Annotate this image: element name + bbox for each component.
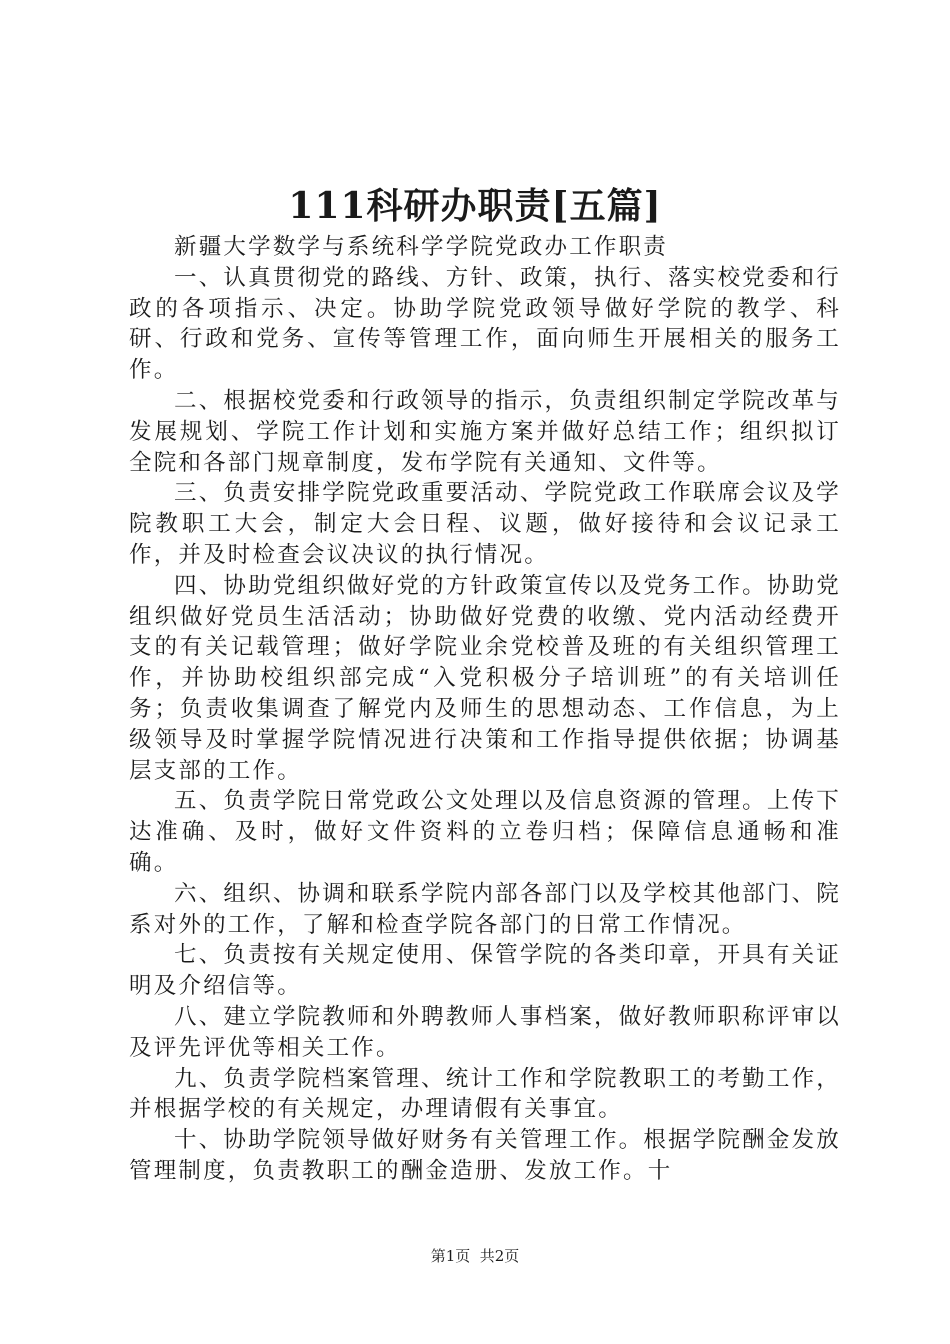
paragraph-item-7: 七、负责按有关规定使用、保管学院的各类印章，开具有关证明及介绍信等。 <box>129 942 841 1000</box>
paragraph-item-9: 九、负责学院档案管理、统计工作和学院教职工的考勤工作，并根据学校的有关规定，办理请假有关事宜。 <box>129 1065 841 1123</box>
paragraph-item-6: 六、组织、协调和联系学院内部各部门以及学校其他部门、院系对外的工作，了解和检查学院各部门的日常工作情况。 <box>129 880 841 938</box>
paragraph-item-4: 四、协助党组织做好党的方针政策宣传以及党务工作。协助党组织做好党员生活活动；协助做好党费的收缴、党内活动经费开支的有关记载管理；做好学院业余党校普及班的有关组织管理工作，并协助校组织部完成“入党积极分子培训班”的有关培训任务；负责收集调查了解党内及师生的思想动态、工作信息，为上级领导及时掌握学院情况进行决策和工作指导提供依据；协调基层支部的工作。 <box>129 572 841 784</box>
paragraph-item-10: 十、协助学院领导做好财务有关管理工作。根据学院酬金发放管理制度，负责教职工的酬金造册、发放工作。十 <box>129 1127 841 1184</box>
paragraph-item-1: 一、认真贯彻党的路线、方针、政策，执行、落实校党委和行政的各项指示、决定。协助学院党政领导做好学院的教学、科研、行政和党务、宣传等管理工作，面向师生开展相关的服务工作。 <box>129 264 841 384</box>
document-body <box>129 232 841 1187</box>
page-number-footer: 第1页 共2页 <box>430 1247 520 1265</box>
paragraph-item-8: 八、建立学院教师和外聘教师人事档案，做好教师职称评审以及评先评优等相关工作。 <box>129 1003 841 1061</box>
paragraph-item-2: 二、根据校党委和行政领导的指示，负责组织制定学院改革与发展规划、学院工作计划和实施方案并做好总结工作；组织拟订全院和各部门规章制度，发布学院有关通知、文件等。 <box>129 387 841 476</box>
paragraph-item-5: 五、负责学院日常党政公文处理以及信息资源的管理。上传下达准确、及时，做好文件资料的立卷归档；保障信息通畅和准确。 <box>129 788 841 876</box>
paragraph-item-3: 三、负责安排学院党政重要活动、学院党政工作联席会议及学院教职工大会，制定大会日程、议题，做好接待和会议记录工作，并及时检查会议决议的执行情况。 <box>129 480 841 568</box>
paragraph-subtitle: 新疆大学数学与系统科学学院党政办工作职责 <box>174 234 669 260</box>
document-title: 111科研办职责[五篇] <box>288 185 662 227</box>
